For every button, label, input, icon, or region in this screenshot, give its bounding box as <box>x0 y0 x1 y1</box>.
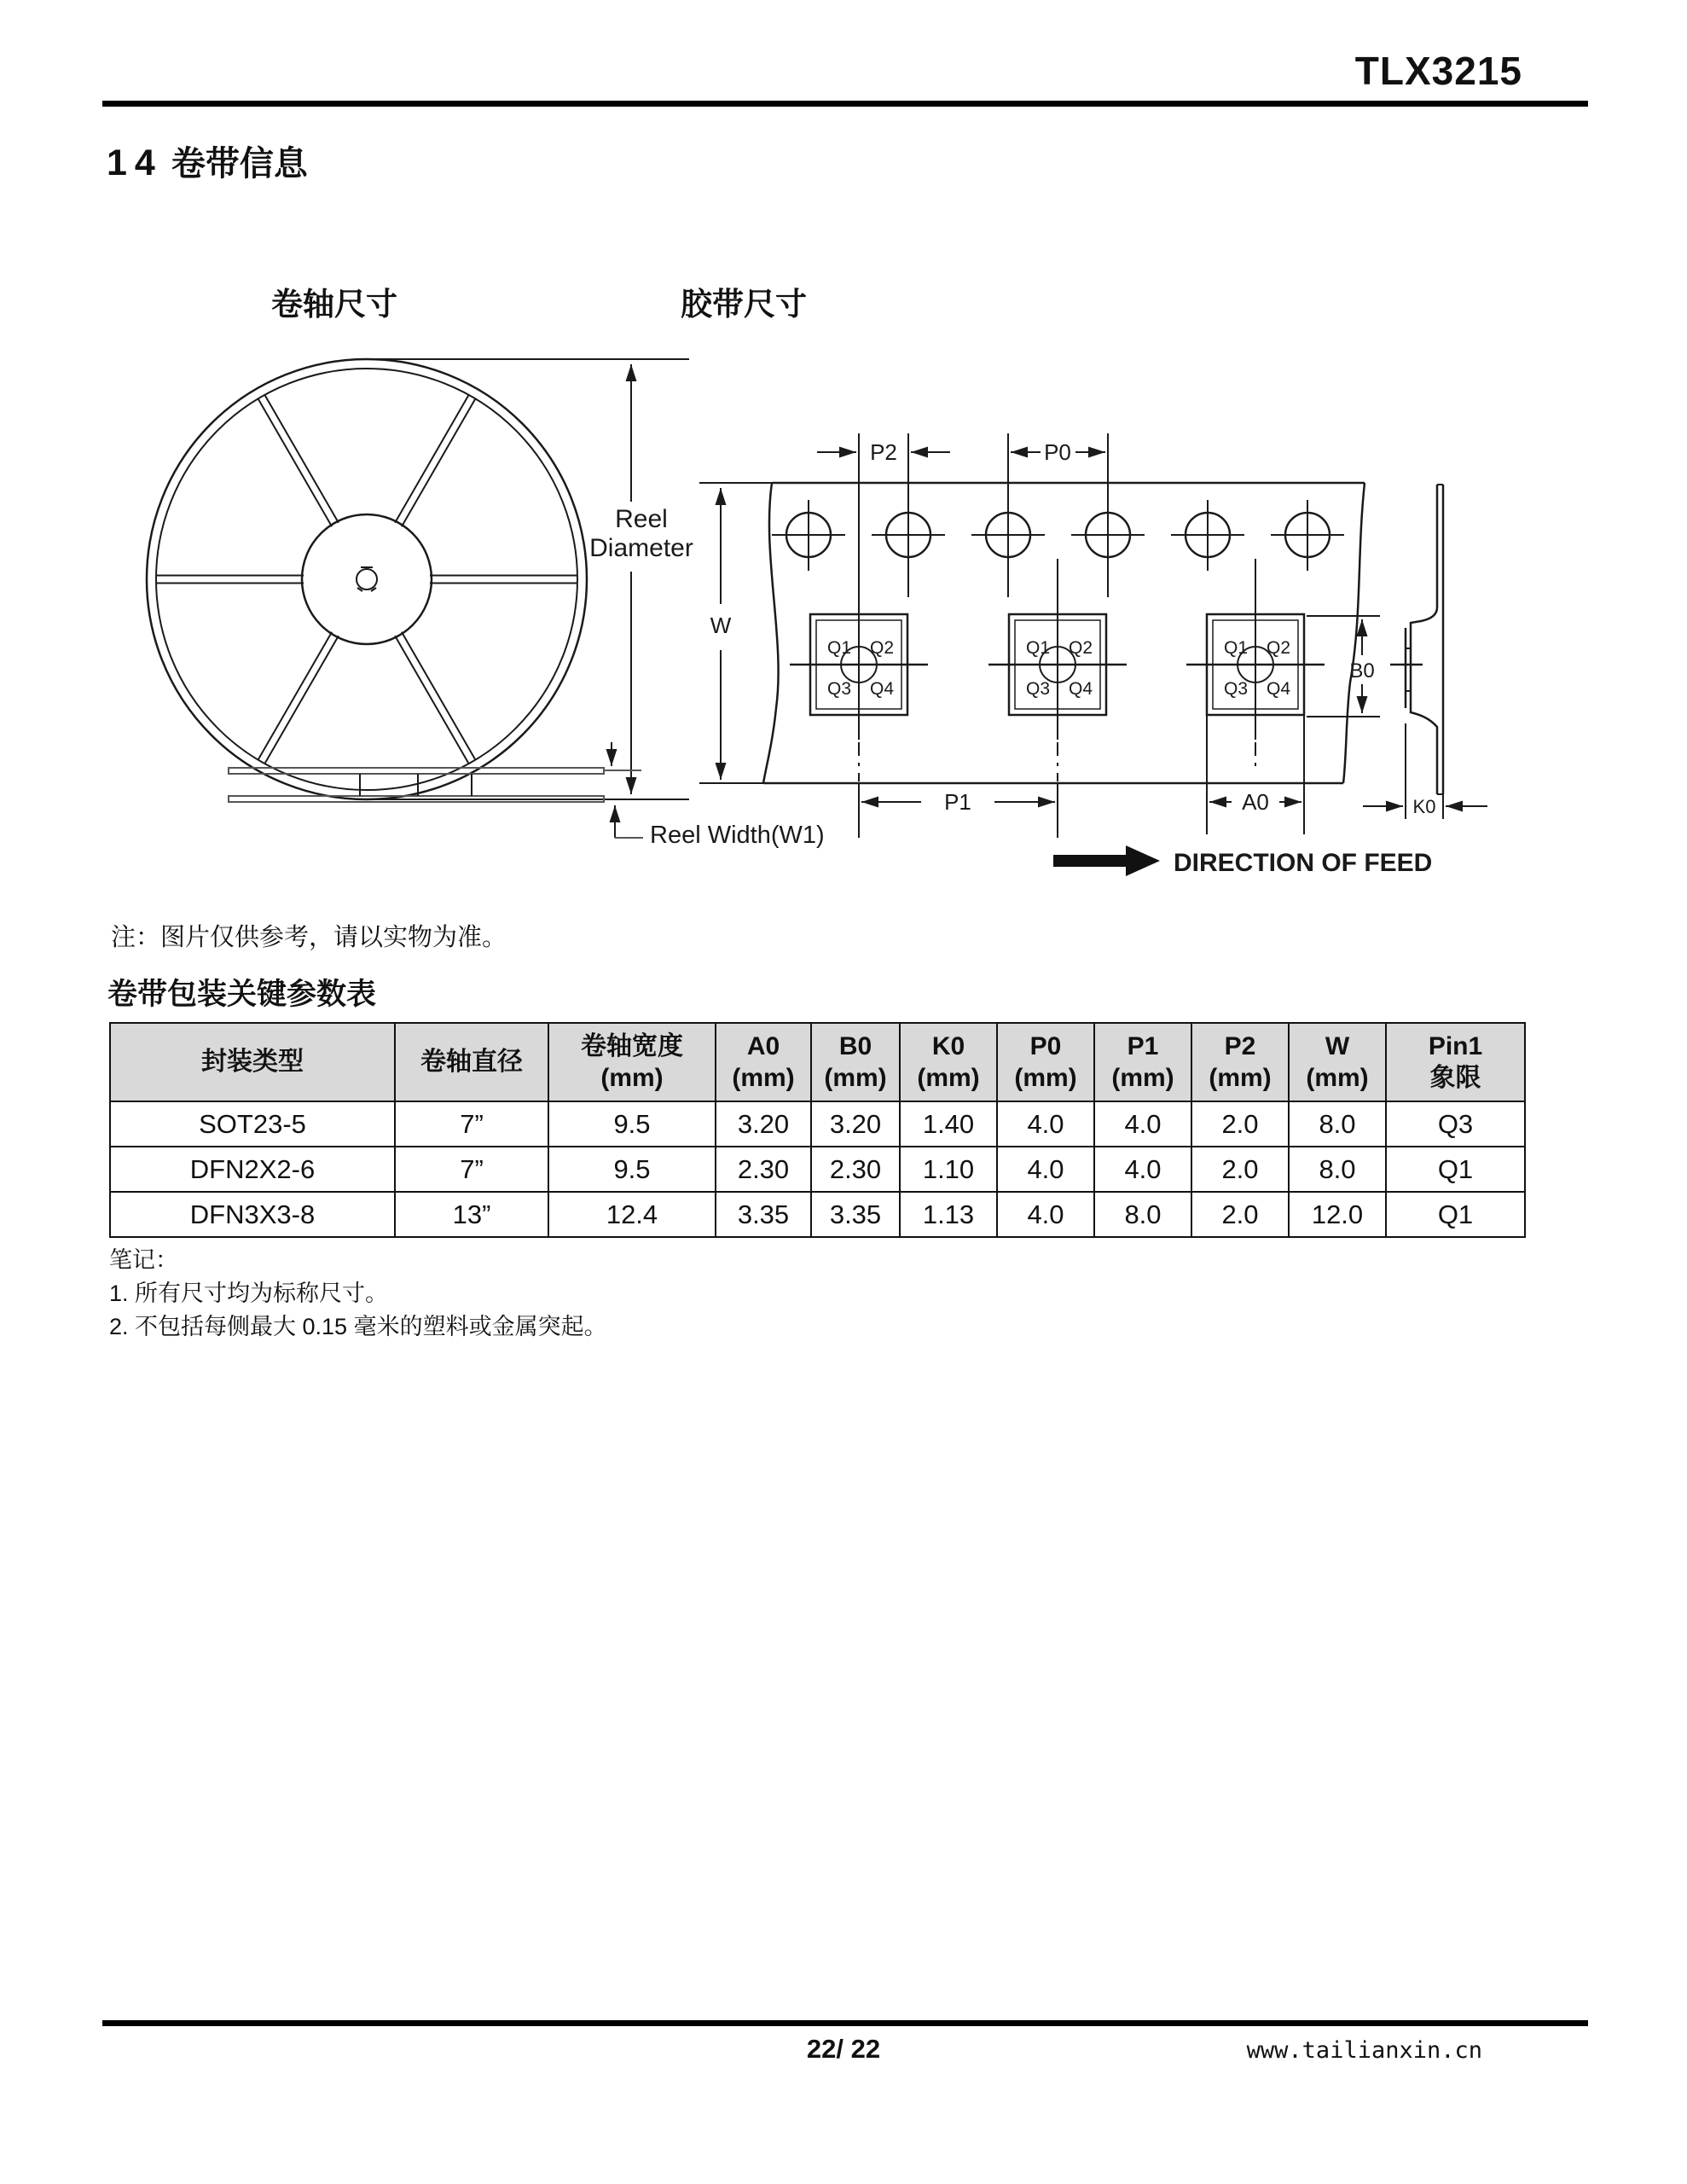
footer-website: www.tailianxin.cn <box>1246 2037 1482 2064</box>
footer-page-number: 22/ 22 <box>806 2034 881 2064</box>
cell: 1.40 <box>900 1101 997 1147</box>
cell: 2.30 <box>716 1147 811 1192</box>
dimension-p2 <box>817 439 950 465</box>
cell: 2.0 <box>1191 1101 1289 1147</box>
col-header-a0: A0 (mm) <box>716 1023 811 1101</box>
cell: 3.35 <box>811 1192 900 1237</box>
notes-label: 笔记： <box>109 1247 178 1273</box>
dimension-p1 <box>861 789 1055 815</box>
reel-diameter-label-line2: Diameter <box>589 534 693 562</box>
col-header-w: W (mm) <box>1289 1023 1386 1101</box>
reel-width-label: Reel Width(W1) <box>650 822 825 849</box>
cell: SOT23-5 <box>110 1101 395 1147</box>
quadrant-q4-label: Q4 <box>869 679 895 699</box>
cell: 8.0 <box>1289 1147 1386 1192</box>
reel-dimensions-label: 卷轴尺寸 <box>271 287 397 322</box>
cell: 12.0 <box>1289 1192 1386 1237</box>
cell: 2.0 <box>1191 1147 1289 1192</box>
w-label: W <box>710 613 732 638</box>
col-header-reel-diameter: 卷轴直径 <box>395 1023 548 1101</box>
p2-label: P2 <box>870 439 897 465</box>
quadrant-q4-label: Q4 <box>1266 679 1291 699</box>
center-lines <box>859 433 1255 838</box>
cell: 9.5 <box>548 1101 716 1147</box>
reel-keyhole <box>357 567 377 591</box>
cell: 4.0 <box>997 1147 1094 1192</box>
notes-block <box>109 1244 607 1344</box>
footer-rule <box>102 2020 1588 2026</box>
reference-note: 注：图片仅供参考，请以实物为准。 <box>111 924 507 951</box>
cell: 4.0 <box>997 1192 1094 1237</box>
quadrant-q2-label: Q2 <box>869 638 895 658</box>
p1-label: P1 <box>944 789 971 815</box>
quadrant-q2-label: Q2 <box>1068 638 1093 658</box>
section-title-text: 卷带信息 <box>171 145 308 183</box>
cell: 4.0 <box>997 1101 1094 1147</box>
reel-hub <box>302 514 432 644</box>
cell: Q1 <box>1386 1192 1525 1237</box>
tape-front-view <box>763 433 1365 838</box>
quadrant-q4-label: Q4 <box>1068 679 1093 699</box>
sprocket-hole <box>772 500 845 571</box>
quadrant-q1-label: Q1 <box>1223 638 1249 658</box>
cell: 7” <box>395 1101 548 1147</box>
cell: 1.10 <box>900 1147 997 1192</box>
tape-cross-section <box>1390 485 1443 794</box>
cell: 8.0 <box>1094 1192 1191 1237</box>
quadrant-q2-label: Q2 <box>1266 638 1291 658</box>
direction-of-feed <box>1053 845 1432 877</box>
quadrant-q1-label: Q1 <box>826 638 852 658</box>
reel-width-dimension <box>604 742 825 849</box>
cell: 3.20 <box>716 1101 811 1147</box>
tape-outline-left-wavy <box>763 483 779 783</box>
cell: 8.0 <box>1289 1101 1386 1147</box>
tape-reel-parameter-table <box>109 1022 1526 1238</box>
table-row <box>110 1192 1525 1237</box>
quadrant-q3-label: Q3 <box>1025 679 1051 699</box>
header-rule <box>102 101 1588 107</box>
tape-and-reel-diagram <box>102 316 1586 913</box>
col-header-p1: P1 (mm) <box>1094 1023 1191 1101</box>
k0-label: K0 <box>1412 796 1436 817</box>
sprocket-hole <box>1271 500 1344 571</box>
cell: 1.13 <box>900 1192 997 1237</box>
reel-outer-rim <box>147 359 587 799</box>
cell: 3.35 <box>716 1192 811 1237</box>
direction-of-feed-label: DIRECTION OF FEED <box>1174 849 1433 877</box>
col-header-b0: B0 (mm) <box>811 1023 900 1101</box>
cell: 12.4 <box>548 1192 716 1237</box>
cell: DFN3X3-8 <box>110 1192 395 1237</box>
dimension-k0 <box>1363 723 1487 819</box>
b0-label: B0 <box>1349 659 1375 682</box>
reel-diameter-label-line1: Reel <box>615 505 668 533</box>
quadrant-q3-label: Q3 <box>826 679 852 699</box>
col-header-k0: K0 (mm) <box>900 1023 997 1101</box>
cell: Q1 <box>1386 1147 1525 1192</box>
reel-front-view <box>147 359 587 799</box>
feed-arrow-icon <box>1053 845 1160 876</box>
col-header-p2: P2 (mm) <box>1191 1023 1289 1101</box>
cell: 2.0 <box>1191 1192 1289 1237</box>
tape-dimensions-label: 胶带尺寸 <box>681 287 807 322</box>
dimension-b0 <box>1307 616 1380 717</box>
cell: Q3 <box>1386 1101 1525 1147</box>
section-number: 14 <box>107 142 163 183</box>
reel-inner-rim <box>156 369 577 790</box>
dimension-p0 <box>1011 439 1105 465</box>
table-row <box>110 1101 1525 1147</box>
table-row <box>110 1147 1525 1192</box>
cell: 2.30 <box>811 1147 900 1192</box>
cell: 13” <box>395 1192 548 1237</box>
p0-label: P0 <box>1044 439 1071 465</box>
table-title: 卷带包装关键参数表 <box>107 978 377 1011</box>
section-title <box>107 136 308 185</box>
col-header-pin1-quadrant: Pin1 象限 <box>1386 1023 1525 1101</box>
cell: 9.5 <box>548 1147 716 1192</box>
dimension-w <box>699 483 772 783</box>
quadrant-q3-label: Q3 <box>1223 679 1249 699</box>
quadrant-q1-label: Q1 <box>1025 638 1051 658</box>
col-header-p0: P0 (mm) <box>997 1023 1094 1101</box>
table-header-row <box>110 1023 1525 1101</box>
cell: DFN2X2-6 <box>110 1147 395 1192</box>
cell: 4.0 <box>1094 1147 1191 1192</box>
cell: 7” <box>395 1147 548 1192</box>
cell: 3.20 <box>811 1101 900 1147</box>
sprocket-hole <box>1171 500 1244 571</box>
cell: 4.0 <box>1094 1101 1191 1147</box>
reel-diameter-dimension <box>371 359 693 799</box>
col-header-reel-width: 卷轴宽度 (mm) <box>548 1023 716 1101</box>
note-item: 2. 不包括每侧最大 0.15 毫米的塑料或金属突起。 <box>109 1314 607 1339</box>
reel-spokes <box>156 395 577 764</box>
col-header-package-type: 封装类型 <box>110 1023 395 1101</box>
note-item: 1. 所有尺寸均为标称尺寸。 <box>109 1281 389 1306</box>
a0-label: A0 <box>1242 789 1269 815</box>
doc-number: TLX3215 <box>1354 49 1522 93</box>
